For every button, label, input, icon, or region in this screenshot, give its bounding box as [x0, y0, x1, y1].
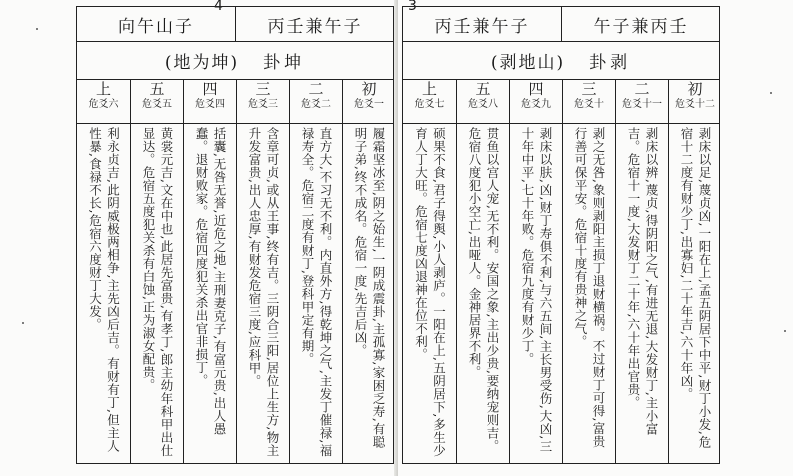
gua-header-row — [77, 41, 393, 80]
gua-name: 卦坤 — [263, 52, 306, 73]
page-number: 3 — [408, 0, 417, 14]
scan-speck — [784, 330, 786, 332]
column-body — [668, 123, 721, 463]
column-body — [615, 123, 668, 463]
column-header — [236, 79, 289, 123]
line-number: 危爻五 — [142, 99, 172, 110]
column-header — [130, 79, 183, 123]
column-body — [456, 123, 509, 463]
scan-speck — [22, 322, 24, 324]
line-position: 二 — [634, 80, 650, 98]
line-position: 五 — [475, 80, 491, 98]
line-commentary: 剥床以肤,凶,财丁寿俱不利,与六五间,主长男受伤,大凶,三十年中平,七十年败。危宿九度有财少丁。 — [520, 127, 553, 453]
scan-speck — [770, 92, 772, 94]
right-page — [398, 0, 793, 476]
column-body — [236, 123, 289, 463]
line-number: 危爻八 — [468, 99, 498, 110]
combo-header-row — [403, 7, 719, 42]
line-number: 危爻六 — [88, 99, 119, 110]
column-header — [77, 79, 130, 123]
column-body — [562, 123, 615, 463]
left-table — [76, 6, 394, 464]
line-position: 三 — [581, 80, 597, 98]
column-header — [183, 79, 236, 123]
column-header — [562, 79, 615, 123]
gua-name: 卦剥 — [589, 52, 632, 73]
scan-speck — [36, 28, 38, 30]
column-header — [668, 79, 721, 123]
gua-header-row — [403, 41, 719, 80]
column-header — [615, 79, 668, 123]
line-commentary: 硕果不食,君子得舆,小人剥庐。一阳在上,五阴居下,多生少育人丁大旺。危宿七度凶退神在位不利。 — [413, 127, 447, 457]
line-position: 初 — [361, 80, 377, 98]
column-body — [289, 123, 342, 463]
line-number: 危爻三 — [248, 99, 278, 110]
line-position: 初 — [687, 80, 703, 98]
line-commentary: 剥床以足,蔑贞凶,一阳在上,孟五阴居下中平,财丁小发,危宿十二度有财少丁,出寡妇,二十年吉,六十年凶。 — [679, 127, 712, 449]
line-number: 危爻四 — [195, 99, 225, 110]
column-header — [456, 79, 509, 123]
line-number: 危爻十二 — [675, 99, 715, 110]
line-commentary: 剥之无咎,象则剥阳主损丁退财横祸。不过财丁可得,富贵行善可保平安。危宿十度有贵神之气。 — [573, 127, 606, 448]
combo-label: 丙壬兼午子 — [267, 16, 363, 37]
trigram-label: (剥地山) — [490, 52, 566, 73]
line-number: 危爻一 — [354, 99, 384, 110]
page-number: 4 — [214, 0, 223, 14]
line-commentary: 黄裳元吉,文在中也,此居先富贵,有孝丁,郎主幼年科甲出仕显达。危宿五度犯关杀有白蚀,正为淑女配贵。 — [141, 127, 174, 457]
column-body — [77, 123, 130, 463]
line-number: 危爻九 — [521, 99, 551, 110]
line-commentary: 含章可贞,或从王事,终有吉。三阴合三阳,居位上生方,物主升发富贵,出人忠厚,有财发危宿三度,应科甲。 — [247, 127, 280, 457]
mountain-label: 向午山子 — [118, 16, 194, 37]
column-header — [509, 79, 562, 123]
line-commentary: 履霜坚冰至,阴之始生,一阴成震卦,主孤寡,家困乏寿,有聪明子弟,终不成名。危宿一度,先吉后凶。 — [353, 127, 386, 449]
line-position: 四 — [528, 80, 544, 98]
line-position: 三 — [255, 80, 271, 98]
column-header — [342, 79, 395, 123]
column-body — [403, 123, 456, 463]
line-commentary: 贯鱼以宫人宠,无不利。安国之象,主出少贵,要纳宠则吉。危宿八度犯小空亡,出哑人。金神居界不利。 — [467, 127, 500, 453]
line-position: 上 — [421, 80, 437, 98]
line-position: 五 — [149, 80, 165, 98]
line-position: 四 — [202, 80, 218, 98]
right-table — [402, 6, 720, 464]
line-number: 危爻七 — [414, 99, 445, 110]
column-body — [183, 123, 236, 463]
column-header — [403, 79, 456, 123]
line-commentary: 括囊,无咎无誉,近危之地,主刑妻克子,有富元贵,出人愚蠢。退财败家。危宿四度犯关杀出官非损丁。 — [194, 127, 227, 436]
line-position: 二 — [308, 80, 324, 98]
line-position: 上 — [95, 80, 111, 98]
column-body — [509, 123, 562, 463]
line-commentary: 剥床以辨,蔑贞,得阴阳之气,有进无退,大发财丁,主小富吉。危宿十一度,大发财丁二十年,六十年出官贵。 — [626, 127, 659, 436]
line-number: 危爻二 — [301, 99, 331, 110]
combo-label-right: 午子兼丙壬 — [593, 16, 689, 37]
column-body — [342, 123, 395, 463]
trigram-label: (地为坤) — [164, 52, 240, 73]
mountain-header-row — [77, 7, 393, 42]
line-number: 危爻十一 — [622, 99, 662, 110]
column-header — [289, 79, 342, 123]
column-body — [130, 123, 183, 463]
line-commentary: 直方大,不习无不利。内直外方,得乾坤之气,主发丁催禄,福禄寿全。危宿二度有财丁,登科甲定有期。 — [300, 127, 333, 457]
line-number: 危爻十 — [574, 99, 604, 110]
combo-label-left: 丙壬兼午子 — [434, 16, 530, 37]
line-commentary: 利永贞吉,此阴威极两相争,主先凶后吉。有财有丁,但主人性暴,食禄不长,危宿六度财丁大发。 — [87, 127, 121, 453]
